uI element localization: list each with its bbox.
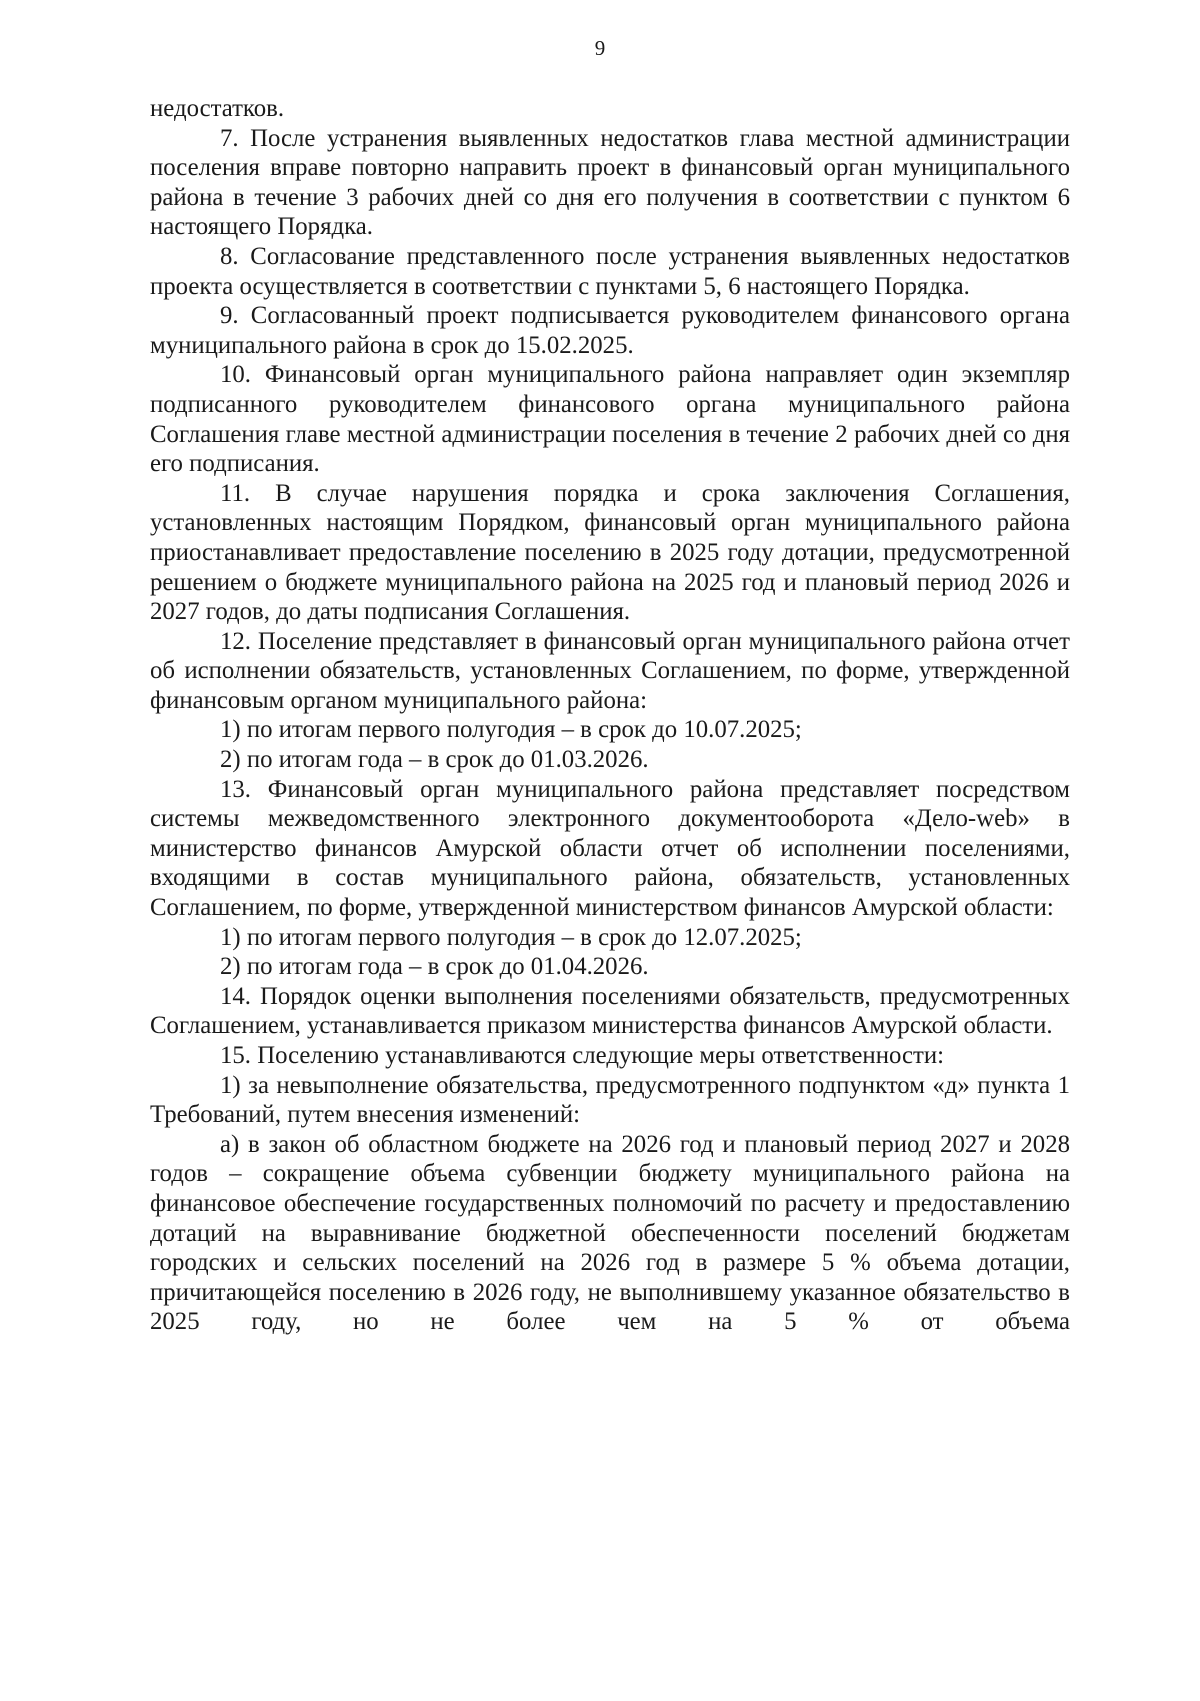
paragraph-item-13-subitem-1: 1) по итогам первого полугодия – в срок до 12.07.2025; (220, 923, 802, 951)
document-body (150, 94, 1070, 1337)
paragraph-item-12-subitem-1: 1) по итогам первого полугодия – в срок до 10.07.2025; (220, 716, 802, 744)
paragraph-item-8: 8. Согласование представленного после устранения выявленных недостатков проекта осуществляется в соответствии с пунктами 5, 6 настоящего Порядка. (150, 242, 1070, 300)
paragraph-item-9: 9. Согласованный проект подписывается руководителем финансового органа муниципального района в срок до 15.02.2025. (150, 302, 1070, 359)
paragraph-item-12-subitem-2: 2) по итогам года – в срок до 01.03.2026. (220, 746, 649, 774)
paragraph-item-12: 12. Поселение представляет в финансовый орган муниципального района отчет об исполнении обязательств, установленных Соглашением, по форме, утвержденной финансовым органом муниципального района: (150, 627, 1070, 714)
page-number: 9 (594, 36, 606, 60)
paragraph-item-15: 15. Поселению устанавливаются следующие меры ответственности: (220, 1042, 944, 1069)
paragraph-item-15-subitem-1: 1) за невыполнение обязательства, предусмотренного подпунктом «д» пункта 1 Требований, путем внесения изменений: (150, 1071, 1070, 1129)
paragraph-item-13-subitem-2: 2) по итогам года – в срок до 01.04.2026. (220, 953, 649, 981)
paragraph-item-10: 10. Финансовый орган муниципального района направляет один экземпляр подписанного руководителем финансового органа муниципального района Соглашения главе местной администрации поселения в течение 2 рабочих дней со дня его подписания. (150, 361, 1070, 478)
paragraph-item-15-subitem-a: а) в закон об областном бюджете на 2026 год и плановый период 2027 и 2028 годов – сокращение объема субвенции бюджету муниципального района на финансовое обеспечение государственных полномочий по расчету и предоставлению дотаций на выравнивание бюджетной обеспеченности поселений бюджетам городских и сельских поселений на 2026 год в размере 5 % объема дотации, причитающейся поселению в 2026 году, не выполнившему указанное обязательство в 2025 году, но не более чем на 5 % от объема (150, 1130, 1070, 1336)
paragraph-continuation: недостатков. (150, 95, 285, 122)
paragraph-item-13: 13. Финансовый орган муниципального района представляет посредством системы межведомственного электронного документооборота «Дело-web» в министерство финансов Амурской области отчет об исполнении поселениями, входящими в состав муниципального района, обязательств, установленных Соглашением, по форме, утвержденной министерством финансов Амурской области: (150, 775, 1070, 922)
paragraph-item-14: 14. Порядок оценки выполнения поселениями обязательств, предусмотренных Соглашением, устанавливается приказом министерства финансов Амурской области. (150, 982, 1070, 1040)
paragraph-item-11: 11. В случае нарушения порядка и срока заключения Соглашения, установленных настоящим Порядком, финансовый орган муниципального района приостанавливает предоставление поселению в 2025 году дотации, предусмотренной решением о бюджете муниципального района на 2025 год и плановый период 2026 и 2027 годов, до даты подписания Соглашения. (150, 479, 1070, 626)
paragraph-item-7: 7. После устранения выявленных недостатков глава местной администрации поселения вправе повторно направить проект в финансовый орган муниципального района в течение 3 рабочих дней со дня его получения в соответствии с пунктом 6 настоящего Порядка. (150, 124, 1070, 241)
